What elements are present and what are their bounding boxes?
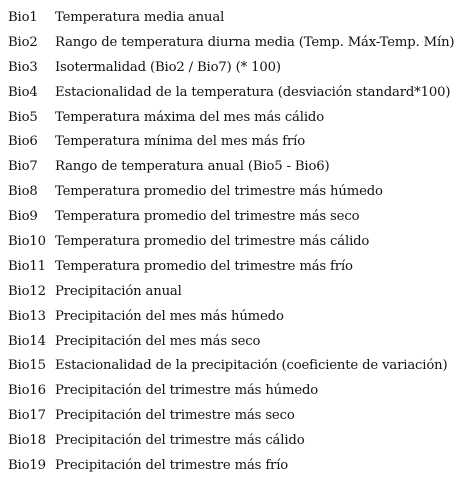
variable-description: Temperatura media anual xyxy=(55,10,225,25)
list-item xyxy=(8,280,468,305)
variable-code: Bio3 xyxy=(8,59,38,75)
variable-code: Bio2 xyxy=(8,34,38,50)
list-item xyxy=(8,454,468,479)
variable-description: Isotermalidad (Bio2 / Bio7) (* 100) xyxy=(55,59,281,75)
variable-code: Bio17 xyxy=(8,408,46,424)
variable-code: Bio11 xyxy=(8,258,46,274)
variable-code: Bio4 xyxy=(8,84,38,100)
variable-description: Temperatura máxima del mes más cálido xyxy=(55,109,324,125)
variable-code: Bio16 xyxy=(8,383,46,399)
variable-code: Bio14 xyxy=(8,333,46,349)
list-item xyxy=(8,130,468,155)
variable-description: Temperatura promedio del trimestre más húmedo xyxy=(55,184,383,200)
variable-description: Temperatura promedio del trimestre más seco xyxy=(55,209,360,225)
variable-description: Precipitación del mes más seco xyxy=(55,333,261,349)
variable-description: Precipitación del trimestre más cálido xyxy=(55,433,305,449)
variable-description: Temperatura mínima del mes más frío xyxy=(55,134,305,150)
list-item xyxy=(8,6,468,31)
list-item xyxy=(8,330,468,355)
variable-description: Estacionalidad de la precipitación (coeficiente de variación) xyxy=(55,358,448,374)
variable-description: Precipitación del trimestre más seco xyxy=(55,408,295,424)
variable-description: Precipitación del mes más húmedo xyxy=(55,308,284,324)
list-item xyxy=(8,305,468,330)
list-item xyxy=(8,106,468,131)
variable-code: Bio10 xyxy=(8,234,46,250)
list-item xyxy=(8,81,468,106)
list-item xyxy=(8,429,468,454)
variable-description: Temperatura promedio del trimestre más frío xyxy=(55,258,353,274)
variable-code: Bio5 xyxy=(8,109,38,125)
variable-code: Bio12 xyxy=(8,283,46,299)
variable-code: Bio18 xyxy=(8,433,46,449)
variable-code: Bio19 xyxy=(8,458,46,474)
variable-description: Precipitación del trimestre más húmedo xyxy=(55,383,319,399)
variable-description: Rango de temperatura anual (Bio5 - Bio6) xyxy=(55,159,330,175)
variable-code: Bio1 xyxy=(8,10,38,25)
list-item xyxy=(8,255,468,280)
variable-code: Bio13 xyxy=(8,308,46,324)
bioclimatic-variables-list xyxy=(8,6,468,479)
variable-description: Precipitación del trimestre más frío xyxy=(55,458,289,474)
variable-code: Bio15 xyxy=(8,358,46,374)
variable-description: Rango de temperatura diurna media (Temp. Máx-Temp. Mín) xyxy=(55,34,455,50)
list-item xyxy=(8,56,468,81)
list-item xyxy=(8,354,468,379)
list-item xyxy=(8,404,468,429)
list-item xyxy=(8,205,468,230)
list-item xyxy=(8,230,468,255)
variable-code: Bio9 xyxy=(8,209,38,225)
list-item xyxy=(8,379,468,404)
variable-description: Temperatura promedio del trimestre más cálido xyxy=(55,234,370,250)
list-item xyxy=(8,180,468,205)
variable-code: Bio8 xyxy=(8,184,38,200)
variable-description: Precipitación anual xyxy=(55,283,182,299)
variable-code: Bio7 xyxy=(8,159,38,175)
list-item xyxy=(8,31,468,56)
variable-code: Bio6 xyxy=(8,134,38,150)
variable-description: Estacionalidad de la temperatura (desviación standard*100) xyxy=(55,84,451,100)
list-item xyxy=(8,155,468,180)
